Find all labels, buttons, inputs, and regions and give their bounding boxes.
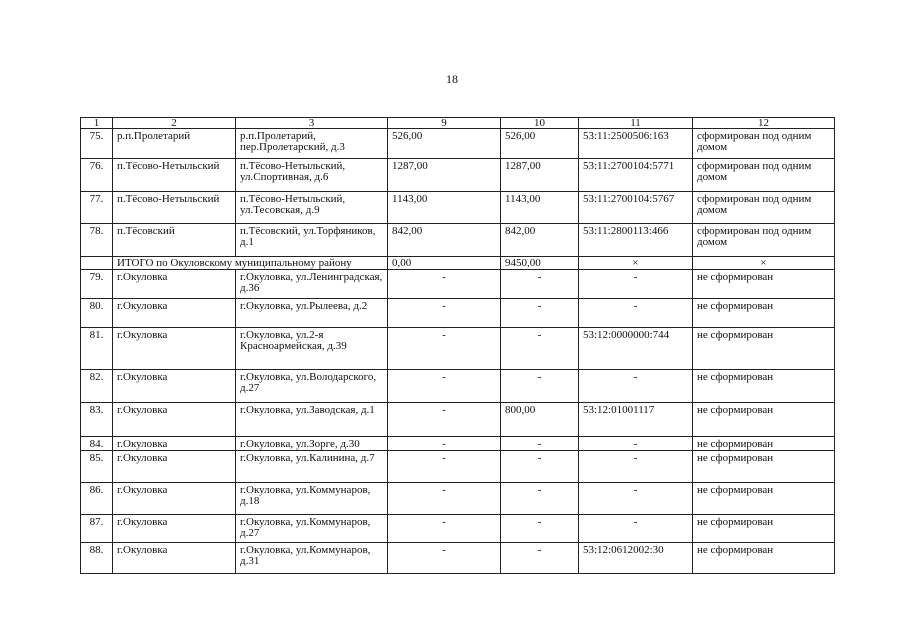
address-cell: г.Окуловка, ул.Ленинградская, д.36 bbox=[236, 270, 388, 299]
status-cell: не сформирован bbox=[693, 515, 835, 543]
cadastral-cell: 53:11:2700104:5771 bbox=[579, 159, 693, 192]
row-number-cell: 86. bbox=[81, 483, 113, 515]
row-number-cell: 79. bbox=[81, 270, 113, 299]
status-cell: не сформирован bbox=[693, 543, 835, 574]
cadastral-cell: 53:11:2500506:163 bbox=[579, 129, 693, 159]
settlement-cell: г.Окуловка bbox=[113, 451, 236, 483]
address-cell: р.п.Пролетарий, пер.Пролетарский, д.3 bbox=[236, 129, 388, 159]
table-row bbox=[81, 129, 835, 159]
table-row bbox=[81, 270, 835, 299]
cadastral-cell: - bbox=[579, 270, 693, 299]
address-cell: п.Тёсовский, ул.Торфяников, д.1 bbox=[236, 224, 388, 257]
header-cell: 1 bbox=[81, 118, 113, 129]
status-cell: не сформирован bbox=[693, 437, 835, 451]
address-cell: г.Окуловка, ул.Коммунаров, д.27 bbox=[236, 515, 388, 543]
settlement-cell: п.Тёсовский bbox=[113, 224, 236, 257]
address-cell: г.Окуловка, ул.Коммунаров, д.18 bbox=[236, 483, 388, 515]
settlement-cell: г.Окуловка bbox=[113, 270, 236, 299]
status-cell: сформирован под одним домом bbox=[693, 159, 835, 192]
status-cell: не сформирован bbox=[693, 299, 835, 328]
area-cell: - bbox=[388, 299, 501, 328]
header-cell: 10 bbox=[501, 118, 579, 129]
area-cell: 1287,00 bbox=[501, 159, 579, 192]
status-cell: не сформирован bbox=[693, 483, 835, 515]
row-number-cell: 82. bbox=[81, 370, 113, 403]
status-cell: не сформирован bbox=[693, 403, 835, 437]
row-number-cell: 75. bbox=[81, 129, 113, 159]
settlement-cell: п.Тёсово-Нетыльский bbox=[113, 159, 236, 192]
row-number-cell: 85. bbox=[81, 451, 113, 483]
cadastral-cell: 53:12:0612002:30 bbox=[579, 543, 693, 574]
address-cell: г.Окуловка, ул.Коммунаров, д.31 bbox=[236, 543, 388, 574]
table-row bbox=[81, 515, 835, 543]
settlement-cell: г.Окуловка bbox=[113, 299, 236, 328]
table-row bbox=[81, 299, 835, 328]
empty-cell bbox=[81, 257, 113, 270]
area-cell: 1143,00 bbox=[388, 192, 501, 224]
area-cell: - bbox=[501, 451, 579, 483]
area-cell: - bbox=[501, 370, 579, 403]
status-cell: не сформирован bbox=[693, 451, 835, 483]
address-cell: г.Окуловка, ул.Заводская, д.1 bbox=[236, 403, 388, 437]
area-cell: 842,00 bbox=[501, 224, 579, 257]
total-area-cell: 9450,00 bbox=[501, 257, 579, 270]
area-cell: - bbox=[388, 515, 501, 543]
table-row bbox=[81, 483, 835, 515]
area-cell: - bbox=[501, 270, 579, 299]
area-cell: 800,00 bbox=[501, 403, 579, 437]
area-cell: - bbox=[501, 328, 579, 370]
row-number-cell: 84. bbox=[81, 437, 113, 451]
table-row bbox=[81, 403, 835, 437]
cadastral-cell: - bbox=[579, 515, 693, 543]
address-cell: г.Окуловка, ул.Калинина, д.7 bbox=[236, 451, 388, 483]
table-row bbox=[81, 451, 835, 483]
area-cell: - bbox=[388, 543, 501, 574]
address-cell: г.Окуловка, ул.Рылеева, д.2 bbox=[236, 299, 388, 328]
area-cell: - bbox=[388, 451, 501, 483]
area-cell: 526,00 bbox=[501, 129, 579, 159]
header-cell: 11 bbox=[579, 118, 693, 129]
cadastral-cell: 53:11:2800113:466 bbox=[579, 224, 693, 257]
row-number-cell: 88. bbox=[81, 543, 113, 574]
settlement-cell: г.Окуловка bbox=[113, 515, 236, 543]
status-cell: сформирован под одним домом bbox=[693, 224, 835, 257]
row-number-cell: 77. bbox=[81, 192, 113, 224]
table-row bbox=[81, 328, 835, 370]
header-row bbox=[81, 118, 835, 129]
header-cell: 3 bbox=[236, 118, 388, 129]
total-status-cell: × bbox=[693, 257, 835, 270]
cadastral-cell: 53:12:0000000:744 bbox=[579, 328, 693, 370]
cadastral-cell: - bbox=[579, 437, 693, 451]
total-row bbox=[81, 257, 835, 270]
row-number-cell: 78. bbox=[81, 224, 113, 257]
settlement-cell: г.Окуловка bbox=[113, 328, 236, 370]
cadastral-cell: - bbox=[579, 299, 693, 328]
area-cell: 842,00 bbox=[388, 224, 501, 257]
table-row bbox=[81, 370, 835, 403]
table-row bbox=[81, 159, 835, 192]
settlement-cell: г.Окуловка bbox=[113, 483, 236, 515]
data-table bbox=[80, 117, 835, 574]
settlement-cell: п.Тёсово-Нетыльский bbox=[113, 192, 236, 224]
header-cell: 12 bbox=[693, 118, 835, 129]
area-cell: - bbox=[388, 437, 501, 451]
area-cell: - bbox=[388, 483, 501, 515]
area-cell: - bbox=[501, 515, 579, 543]
cadastral-cell: - bbox=[579, 483, 693, 515]
status-cell: сформирован под одним домом bbox=[693, 192, 835, 224]
area-cell: - bbox=[388, 328, 501, 370]
page-number: 18 bbox=[446, 72, 458, 86]
settlement-cell: г.Окуловка bbox=[113, 543, 236, 574]
row-number-cell: 81. bbox=[81, 328, 113, 370]
area-cell: - bbox=[501, 543, 579, 574]
cadastral-cell: 53:11:2700104:5767 bbox=[579, 192, 693, 224]
cadastral-cell: - bbox=[579, 451, 693, 483]
cadastral-cell: - bbox=[579, 370, 693, 403]
total-area-cell: 0,00 bbox=[388, 257, 501, 270]
row-number-cell: 76. bbox=[81, 159, 113, 192]
row-number-cell: 80. bbox=[81, 299, 113, 328]
status-cell: не сформирован bbox=[693, 370, 835, 403]
area-cell: - bbox=[501, 299, 579, 328]
address-cell: г.Окуловка, ул.Зорге, д.30 bbox=[236, 437, 388, 451]
address-cell: п.Тёсово-Нетыльский, ул.Тесовская, д.9 bbox=[236, 192, 388, 224]
status-cell: не сформирован bbox=[693, 270, 835, 299]
area-cell: - bbox=[501, 483, 579, 515]
settlement-cell: г.Окуловка bbox=[113, 370, 236, 403]
row-number-cell: 87. bbox=[81, 515, 113, 543]
address-cell: г.Окуловка, ул.2-я Красноармейская, д.39 bbox=[236, 328, 388, 370]
row-number-cell: 83. bbox=[81, 403, 113, 437]
total-cadastral-cell: × bbox=[579, 257, 693, 270]
cadastral-cell: 53:12:01001117 bbox=[579, 403, 693, 437]
status-cell: не сформирован bbox=[693, 328, 835, 370]
area-cell: - bbox=[388, 270, 501, 299]
area-cell: - bbox=[501, 437, 579, 451]
area-cell: - bbox=[388, 370, 501, 403]
area-cell: 526,00 bbox=[388, 129, 501, 159]
header-cell: 9 bbox=[388, 118, 501, 129]
table-row bbox=[81, 224, 835, 257]
status-cell: сформирован под одним домом bbox=[693, 129, 835, 159]
table-row bbox=[81, 543, 835, 574]
settlement-cell: г.Окуловка bbox=[113, 403, 236, 437]
address-cell: г.Окуловка, ул.Володарского, д.27 bbox=[236, 370, 388, 403]
table-row bbox=[81, 192, 835, 224]
area-cell: 1143,00 bbox=[501, 192, 579, 224]
settlement-cell: г.Окуловка bbox=[113, 437, 236, 451]
settlement-cell: р.п.Пролетарий bbox=[113, 129, 236, 159]
address-cell: п.Тёсово-Нетыльский, ул.Спортивная, д.6 bbox=[236, 159, 388, 192]
table-row bbox=[81, 437, 835, 451]
area-cell: 1287,00 bbox=[388, 159, 501, 192]
header-cell: 2 bbox=[113, 118, 236, 129]
area-cell: - bbox=[388, 403, 501, 437]
total-label-cell: ИТОГО по Окуловскому муниципальному району bbox=[113, 257, 388, 270]
